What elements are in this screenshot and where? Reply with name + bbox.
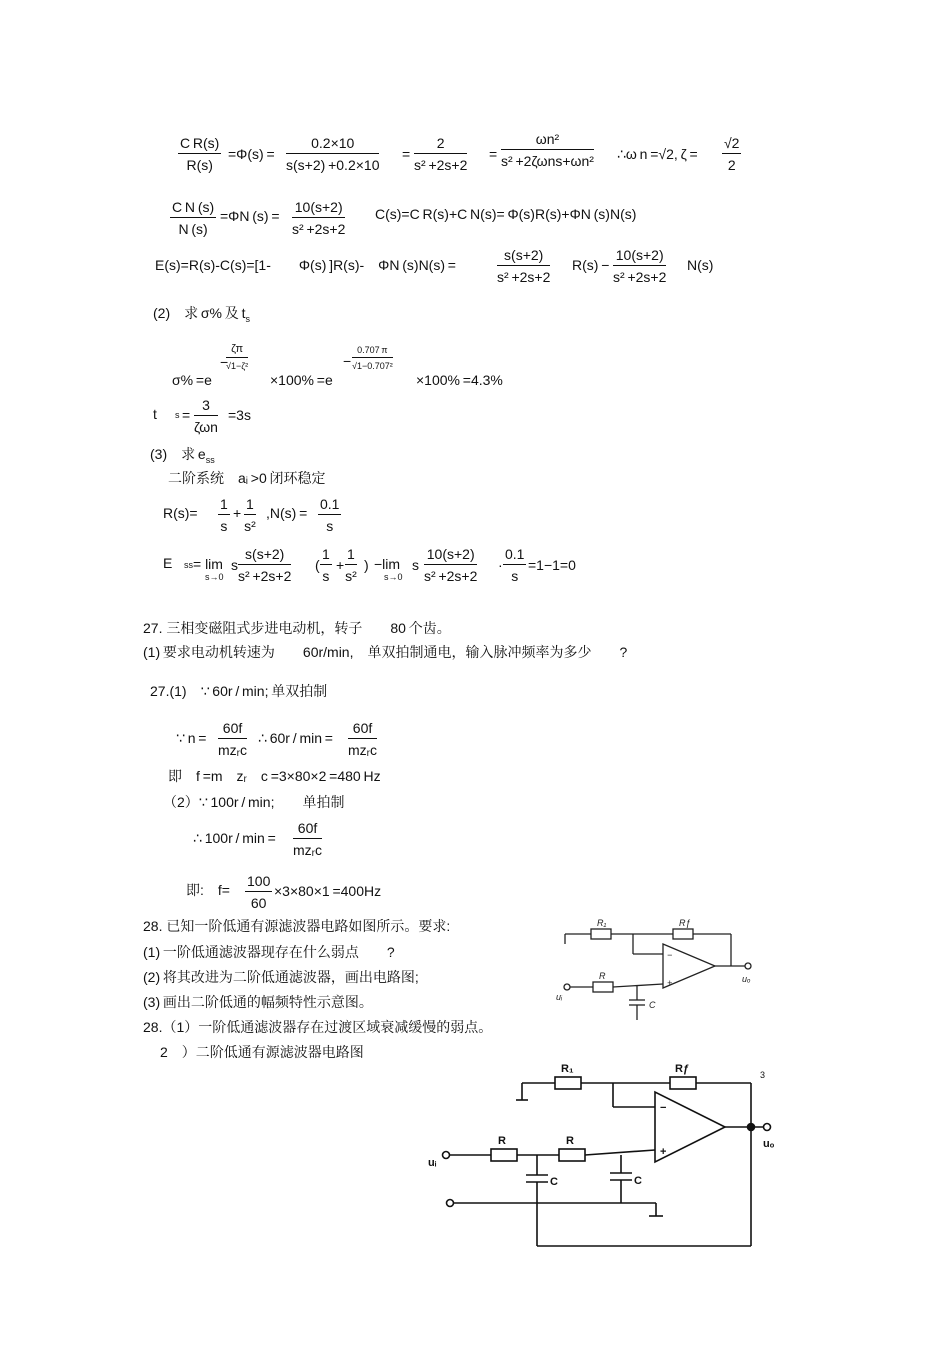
eq1-fraction-3: ωn² s² +2ζωns+ωn² xyxy=(501,131,594,169)
q28-question-3: (3) 画出二阶低通的幅频特性示意图。 xyxy=(143,994,373,1010)
ess-fraction-g1: $\frac{1}{s}$ xyxy=(322,546,330,584)
eq1-fraction-2: $\frac{2}{\text{s² +2s+2}}$ xyxy=(414,135,468,173)
eq1-zeta-fraction: $\frac{√2}{2}$ xyxy=(724,135,740,173)
ess-fraction-3: $\frac{0.1}{s}$ xyxy=(505,546,525,584)
rs-fraction-1: $\frac{1}{s}$ xyxy=(220,496,228,534)
c2-rb-label: R xyxy=(566,1135,574,1147)
eq2-lhs-fraction: $\frac{\text{C N (s)}}{N (s)}$ xyxy=(172,199,215,237)
c1-output-label: uₒ xyxy=(742,974,751,984)
sigma-exponent-1: ζπ √1−ζ² xyxy=(226,343,249,371)
eq3-fraction-2: $\frac{10(s+2)}{\text{s² +2s+2}}$ xyxy=(613,247,667,285)
q27-frequency-result-1: 即 f =m zᵣ c =3×80×2 =480 Hz xyxy=(168,768,381,784)
c1-r1-label: R₁ xyxy=(597,918,607,928)
rs-fraction-2: $\frac{1}{\text{s²}}$ xyxy=(244,496,256,534)
c2-minus-sign: − xyxy=(660,1102,667,1114)
c1-input-label: uᵢ xyxy=(556,992,563,1002)
part3-heading: (3) 求 $e_{ss}$ xyxy=(150,446,215,465)
eq2-fraction: $\frac{10(s+2)}{\text{s² +2s+2}}$ xyxy=(292,199,346,237)
q28-answer-2: 2 ）二阶低通有源滤波器电路图 xyxy=(160,1044,364,1060)
q27-fraction-3: 60f mzᵣc xyxy=(293,820,323,858)
rs-fraction-3: $\frac{0.1}{s}$ xyxy=(320,496,340,534)
part2-heading: (2) 求 σ% 及 $t_s$ xyxy=(153,305,250,324)
c2-cb-label: C xyxy=(634,1175,642,1187)
eq1-fraction-1: $\frac{0.2\times 10}{s(s+2) +0.2\times 10}$ xyxy=(286,135,380,173)
q27-answer-1-heading: 27.(1) ∵ 60r / min; 单双拍制 xyxy=(150,683,328,699)
c2-output-label: uₒ xyxy=(763,1138,775,1150)
q28-question-2: (2) 将其改进为二阶低通滤波器，画出电路图; xyxy=(143,969,419,985)
q28-title: 28. 已知一阶低通有源滤波器电路如图所示。要求: xyxy=(143,918,451,934)
sigma-exponent-2: $\frac{0.707 \pi}{\text{√1−0.707²}}$ xyxy=(352,345,393,371)
second-order-filter-circuit xyxy=(420,1058,785,1253)
ess-fraction-1: $\frac{s(s+2)}{\text{s² +2s+2}}$ xyxy=(238,546,292,584)
c1-plus-sign: + xyxy=(667,978,673,988)
q27-fraction-2: 60f mzᵣc xyxy=(348,720,378,758)
q27-answer-2-heading: （2）∵ 100r / min; 单拍制 xyxy=(163,794,345,810)
c2-corner-note: 3 xyxy=(760,1070,766,1080)
c1-c-label: C xyxy=(649,1000,656,1010)
q27-title: 27. 三相变磁阻式步进电动机，转子 80 个齿。 xyxy=(143,620,451,636)
q28-question-1: (1) 一阶低通滤波器现存在什么弱点 ? xyxy=(143,944,395,960)
c2-rf-label: Rƒ xyxy=(675,1063,690,1075)
c2-ra-label: R xyxy=(498,1135,506,1147)
eq3-fraction-1: $\frac{s(s+2)}{\text{s² +2s+2}}$ xyxy=(497,247,551,285)
q27-fraction-4: $\frac{100}{60}$ xyxy=(247,873,271,911)
ess-fraction-g2: $\frac{1}{\text{s²}}$ xyxy=(345,546,357,584)
c1-rf-label: Rƒ xyxy=(679,918,691,928)
q27-fraction-1: 60f mzᵣc xyxy=(218,720,248,758)
eq1-lhs-fraction: $\frac{\text{C R(s)}}{R(s)}$ xyxy=(180,135,220,173)
q28-answer-1: 28.（1）一阶低通滤波器存在过渡区域衰减缓慢的弱点。 xyxy=(143,1019,493,1035)
c2-input-label: uᵢ xyxy=(428,1157,437,1169)
ts-fraction: 3 ζωn xyxy=(194,397,218,435)
c2-r1-label: R₁ xyxy=(561,1063,574,1075)
ess-fraction-2: $\frac{10(s+2)}{\text{s² +2s+2}}$ xyxy=(424,546,478,584)
stability-note: 二阶系统 aᵢ >0 闭环稳定 xyxy=(168,470,326,486)
c2-plus-sign: + xyxy=(660,1146,667,1158)
c1-r-label: R xyxy=(599,971,606,981)
first-order-filter-circuit xyxy=(555,912,770,1027)
c1-minus-sign: − xyxy=(667,950,673,960)
q27-question-1: (1) 要求电动机转速为 60r/min, 单双拍制通电，输入脉冲频率为多少 ? xyxy=(143,644,628,660)
c2-ca-label: C xyxy=(550,1176,558,1188)
